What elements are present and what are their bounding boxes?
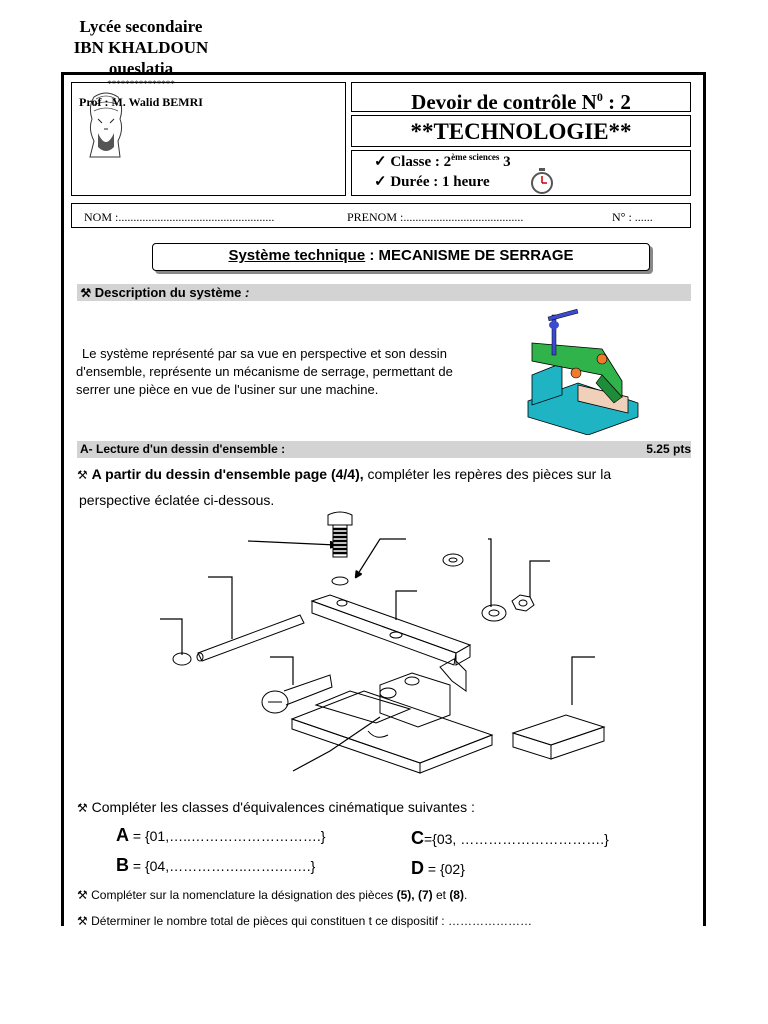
description-text: Le système représenté par sa vue en perspective et son dessin d'ensemble, représente un mécanisme de serrage, permettant de serrer une pièce en vue de l'usiner sur une machine. bbox=[76, 346, 453, 397]
hammer-wrench-icon: ⚒ bbox=[77, 914, 88, 928]
section-points: 5.25 pts bbox=[646, 442, 691, 456]
description-heading: ⚒ Description du système : bbox=[77, 284, 691, 301]
class-a-equation[interactable]: A = {01,…..……………………….} bbox=[116, 825, 326, 845]
hammer-wrench-icon: ⚒ bbox=[77, 286, 92, 300]
check-icon: ✓ bbox=[374, 154, 387, 170]
lever-arm-part bbox=[312, 595, 470, 691]
prenom-field[interactable]: PRENOM :........................................ bbox=[347, 210, 524, 224]
hammer-wrench-icon: ⚒ bbox=[77, 801, 88, 815]
system-title: Système technique : MECANISME DE SERRAGE bbox=[152, 243, 650, 271]
washer-part-2 bbox=[482, 605, 506, 621]
clamp-perspective-image bbox=[518, 305, 648, 435]
subject-title: **TECHNOLOGIE** bbox=[351, 115, 691, 147]
bolt-part bbox=[328, 512, 352, 557]
hammer-wrench-icon: ⚒ bbox=[77, 468, 88, 482]
exam-title: Devoir de contrôle $N^0$ : 2 bbox=[351, 82, 691, 112]
numero-field[interactable]: N° : ...... bbox=[612, 210, 653, 224]
school-name: Lycée secondaire IBN KHALDOUN oueslatia bbox=[73, 17, 209, 78]
task-count-parts: ⚒ Déterminer le nombre total de pièces qui constituen t ce dispositif : ………………… bbox=[77, 914, 532, 928]
washer-part bbox=[332, 577, 348, 585]
hammer-wrench-icon: ⚒ bbox=[77, 888, 88, 902]
class-c-equation[interactable]: C={03, ………………………….} bbox=[411, 828, 609, 848]
check-icon: ✓ bbox=[374, 174, 387, 190]
exploded-perspective-drawing bbox=[150, 505, 620, 775]
section-a-instruction: ⚒ A partir du dessin d'ensemble page (4/4), compléter les repères des pièces sur la bbox=[77, 466, 612, 482]
section-a-instruction-line2: perspective éclatée ci-dessous. bbox=[79, 492, 275, 508]
teacher-name: Prof : M. Walid BEMRI bbox=[79, 95, 203, 109]
small-ring-part bbox=[443, 554, 463, 566]
class-b-equation[interactable]: B = {04,……………..…….…….} bbox=[116, 855, 316, 875]
nom-field[interactable]: NOM :.................................................... bbox=[84, 210, 275, 224]
block-part bbox=[513, 715, 604, 759]
classes-intro: ⚒ Compléter les classes d'équivalences cinématique suivantes : bbox=[77, 799, 475, 815]
task-nomenclature: ⚒ Compléter sur la nomenclature la désignation des pièces (5), (7) et (8). bbox=[77, 888, 468, 902]
nut-part bbox=[512, 595, 534, 611]
leader-lines bbox=[160, 539, 595, 771]
class-info-box: ✓ Classe : $2^{ème sciences}$ 3 ✓ Durée : 1 heure bbox=[351, 150, 691, 196]
stopwatch-icon bbox=[530, 168, 554, 194]
pin-part bbox=[198, 615, 304, 661]
section-a-heading: A- Lecture d'un dessin d'ensemble : 5.25 pts bbox=[77, 441, 691, 458]
stars-divider: *************** bbox=[107, 79, 175, 89]
student-info-bar bbox=[71, 203, 691, 228]
class-d-equation: D = {02} bbox=[411, 858, 465, 878]
